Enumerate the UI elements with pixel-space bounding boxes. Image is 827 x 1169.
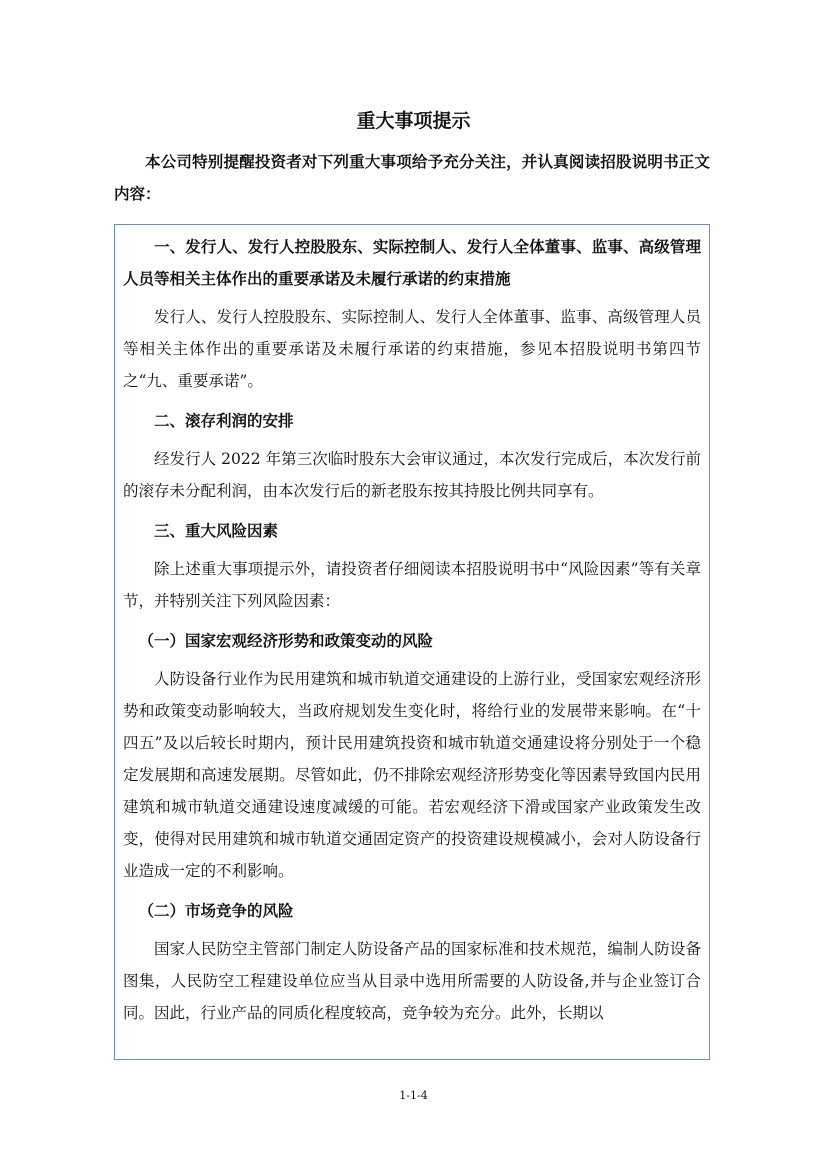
section-2-body: 经发行人 2022 年第三次临时股东大会审议通过，本次发行完成后，本次发行前的滚存未分配利润，由本次发行后的新老股东按其持股比例共同享有。	[123, 450, 701, 500]
section-3-1-heading: （一）国家宏观经济形势和政策变动的风险	[138, 631, 434, 650]
section-3-body: 除上述重大事项提示外，请投资者仔细阅读本招股说明书中“风险因素”等有关章节，并特别关注下列风险因素：	[123, 560, 701, 610]
section-2-heading: 二、滚存利润的安排	[154, 411, 294, 430]
section-3-heading: 三、重大风险因素	[154, 521, 279, 540]
section-1-heading: 一、发行人、发行人控股股东、实际控制人、发行人全体董事、监事、高级管理人员等相关主体作出的重要承诺及未履行承诺的约束措施	[123, 237, 701, 288]
document-title: 重大事项提示	[356, 110, 471, 132]
section-3-1-body: 人防设备行业作为民用建筑和城市轨道交通建设的上游行业，受国家宏观经济形势和政策变动影响较大，当政府规划发生变化时，将给行业的发展带来影响。在“十四五”及以后较长时期内，预计民用建筑投资和城市轨道交通建设将分别处于一个稳定发展期和高速发展期。尽管如此，仍不排除宏观经济形势变化等因素导致国内民用建筑和城市轨道交通建设速度减缓的可能。若宏观经济下滑或国家产业政策发生改变，使得对民用建筑和城市轨道交通固定资产的投资建设规模减小，会对人防设备行业造成一定的不利影响。	[123, 670, 701, 880]
section-3-2-heading: （二）市场竞争的风险	[138, 901, 294, 920]
notice-box	[114, 224, 710, 1060]
intro-paragraph: 本公司特别提醒投资者对下列重大事项给予充分关注，并认真阅读招股说明书正文内容：	[114, 152, 710, 203]
page-number: 1-1-4	[399, 1089, 428, 1102]
section-3-2-body: 国家人民防空主管部门制定人防设备产品的国家标准和技术规范，编制人防设备图集，人民防空工程建设单位应当从目录中选用所需要的人防设备,并与企业签订合同。因此，行业产品的同质化程度较高，竞争较为充分。此外，长期以	[123, 940, 701, 1022]
section-1-body: 发行人、发行人控股股东、实际控制人、发行人全体董事、监事、高级管理人员等相关主体作出的重要承诺及未履行承诺的约束措施，参见本招股说明书第四节之“九、重要承诺”。	[123, 308, 701, 390]
